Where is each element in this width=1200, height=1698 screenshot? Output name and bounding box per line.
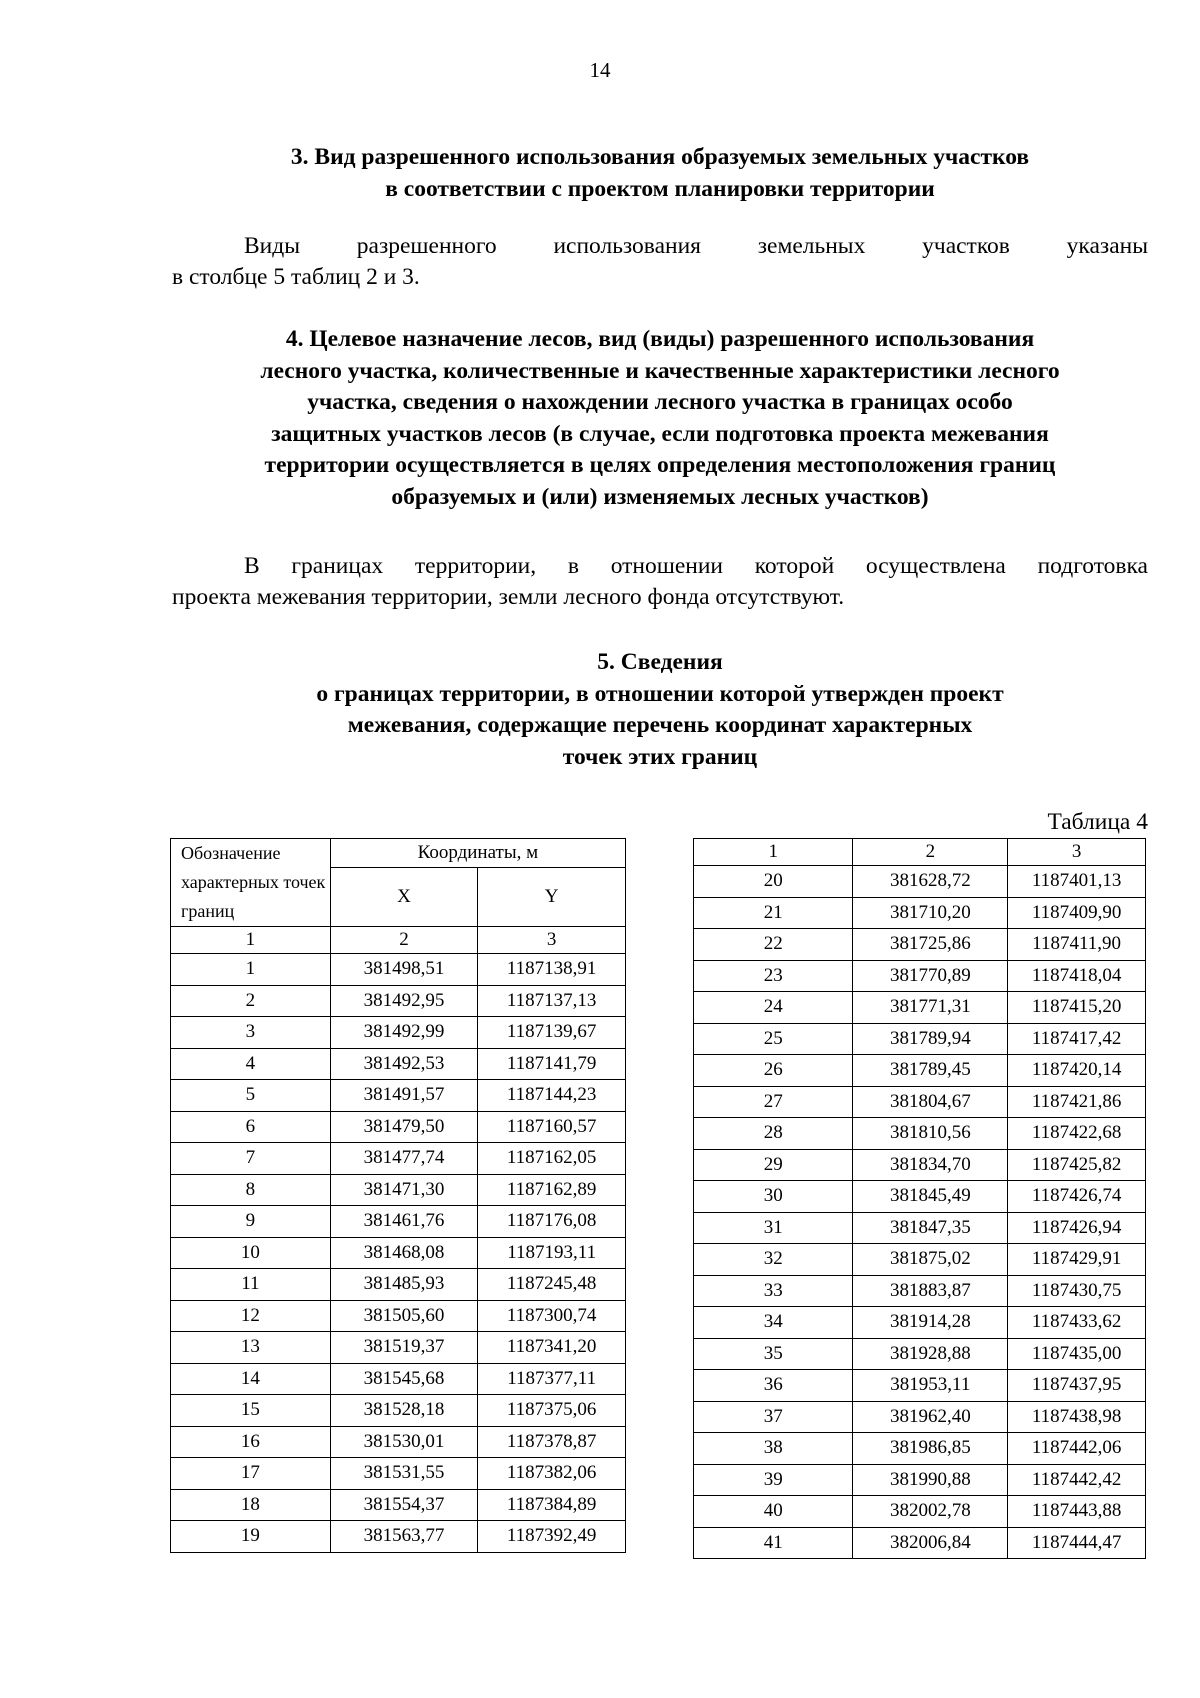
table-row: [694, 1275, 1146, 1307]
point-number-cell: 39: [694, 1464, 853, 1496]
x-coordinate-cell: 381789,45: [853, 1055, 1008, 1087]
y-coordinate-cell: 1187176,08: [478, 1206, 626, 1238]
point-number-cell: 19: [171, 1521, 331, 1553]
header-col-number: 2: [330, 927, 478, 954]
point-number-cell: 36: [694, 1370, 853, 1402]
x-coordinate-cell: 381468,08: [330, 1237, 478, 1269]
x-coordinate-cell: 381471,30: [330, 1174, 478, 1206]
coordinates-table-left: [170, 838, 626, 1553]
table-row: [171, 1206, 626, 1238]
table-row: [694, 929, 1146, 961]
point-number-cell: 14: [171, 1363, 331, 1395]
x-coordinate-cell: 381847,35: [853, 1212, 1008, 1244]
y-coordinate-cell: 1187430,75: [1008, 1275, 1146, 1307]
y-coordinate-cell: 1187438,98: [1008, 1401, 1146, 1433]
y-coordinate-cell: 1187138,91: [478, 954, 626, 986]
x-coordinate-cell: 381479,50: [330, 1111, 478, 1143]
section5-heading-line: о границах территории, в отношении которой утвержден проект: [316, 680, 1004, 707]
section5-heading: [170, 647, 1150, 773]
section4-heading-line: территории осуществляется в целях определения местоположения границ: [264, 452, 1056, 478]
table-row: [171, 985, 626, 1017]
table-row: [694, 960, 1146, 992]
x-coordinate-cell: 381725,86: [853, 929, 1008, 961]
x-coordinate-cell: 381492,53: [330, 1048, 478, 1080]
y-coordinate-cell: 1187409,90: [1008, 897, 1146, 929]
x-coordinate-cell: 381845,49: [853, 1181, 1008, 1213]
x-coordinate-cell: 381492,99: [330, 1017, 478, 1049]
y-coordinate-cell: 1187433,62: [1008, 1307, 1146, 1339]
point-number-cell: 28: [694, 1118, 853, 1150]
y-coordinate-cell: 1187435,00: [1008, 1338, 1146, 1370]
header-col-number: 3: [478, 927, 626, 954]
y-coordinate-cell: 1187162,89: [478, 1174, 626, 1206]
point-number-cell: 30: [694, 1181, 853, 1213]
x-coordinate-cell: 381485,93: [330, 1269, 478, 1301]
section4-heading-line: образуемых и (или) изменяемых лесных участков): [391, 483, 929, 510]
section4-heading-line: 4. Целевое назначение лесов, вид (виды) разрешенного использования: [285, 326, 1035, 352]
table-row: [171, 1269, 626, 1301]
table-row: [694, 1433, 1146, 1465]
table-row: [171, 1489, 626, 1521]
y-coordinate-cell: 1187300,74: [478, 1300, 626, 1332]
point-number-cell: 6: [171, 1111, 331, 1143]
table-row: [171, 1080, 626, 1112]
table-row: [171, 1395, 626, 1427]
point-number-cell: 15: [171, 1395, 331, 1427]
x-coordinate-cell: 381834,70: [853, 1149, 1008, 1181]
y-coordinate-cell: 1187245,48: [478, 1269, 626, 1301]
point-number-cell: 2: [171, 985, 331, 1017]
point-number-cell: 16: [171, 1426, 331, 1458]
point-number-cell: 1: [171, 954, 331, 986]
y-coordinate-cell: 1187425,82: [1008, 1149, 1146, 1181]
y-coordinate-cell: 1187426,94: [1008, 1212, 1146, 1244]
y-coordinate-cell: 1187384,89: [478, 1489, 626, 1521]
point-number-cell: 29: [694, 1149, 853, 1181]
x-coordinate-cell: 381492,95: [330, 985, 478, 1017]
section4-heading-line: участка, сведения о нахождении лесного участка в границах особо: [307, 389, 1013, 415]
header-col-number: 3: [1008, 839, 1146, 866]
page-number: 14: [589, 58, 611, 82]
table-row: [694, 1496, 1146, 1528]
table-row: [171, 1017, 626, 1049]
point-number-cell: 12: [171, 1300, 331, 1332]
point-number-cell: 22: [694, 929, 853, 961]
section5-heading-line: 5. Сведения: [597, 649, 723, 675]
header-col-number: 1: [694, 839, 853, 866]
x-coordinate-cell: 381531,55: [330, 1458, 478, 1490]
x-coordinate-cell: 381810,56: [853, 1118, 1008, 1150]
y-coordinate-cell: 1187375,06: [478, 1395, 626, 1427]
y-coordinate-cell: 1187418,04: [1008, 960, 1146, 992]
y-coordinate-cell: 1187422,68: [1008, 1118, 1146, 1150]
point-number-cell: 33: [694, 1275, 853, 1307]
table-row: [694, 1464, 1146, 1496]
y-coordinate-cell: 1187162,05: [478, 1143, 626, 1175]
coordinates-table-right: [693, 838, 1146, 1559]
section4-heading-line: лесного участка, количественные и качественные характеристики лесного: [260, 357, 1060, 384]
point-number-cell: 8: [171, 1174, 331, 1206]
point-number-cell: 41: [694, 1527, 853, 1559]
point-number-cell: 11: [171, 1269, 331, 1301]
x-coordinate-cell: 381528,18: [330, 1395, 478, 1427]
point-number-cell: 40: [694, 1496, 853, 1528]
section4-paragraph-line: проекта межевания территории, земли лесного фонда отсутствуют.: [172, 584, 845, 610]
header-coords-label: Координаты, м: [330, 839, 625, 868]
section4-heading-line: защитных участков лесов (в случае, если подготовка проекта межевания: [271, 420, 1049, 447]
header-x: X: [330, 867, 478, 926]
point-number-cell: 34: [694, 1307, 853, 1339]
section4-heading: [170, 324, 1150, 513]
y-coordinate-cell: 1187392,49: [478, 1521, 626, 1553]
table-row: [694, 1149, 1146, 1181]
x-coordinate-cell: 381710,20: [853, 897, 1008, 929]
x-coordinate-cell: 381461,76: [330, 1206, 478, 1238]
table-row: [171, 1174, 626, 1206]
point-number-cell: 20: [694, 866, 853, 898]
point-number-cell: 3: [171, 1017, 331, 1049]
point-number-cell: 26: [694, 1055, 853, 1087]
x-coordinate-cell: 381770,89: [853, 960, 1008, 992]
y-coordinate-cell: 1187444,47: [1008, 1527, 1146, 1559]
section3-paragraph-line: в столбце 5 таблиц 2 и 3.: [172, 264, 420, 290]
x-coordinate-cell: 381628,72: [853, 866, 1008, 898]
y-coordinate-cell: 1187442,06: [1008, 1433, 1146, 1465]
y-coordinate-cell: 1187193,11: [478, 1237, 626, 1269]
y-coordinate-cell: 1187139,67: [478, 1017, 626, 1049]
y-coordinate-cell: 1187382,06: [478, 1458, 626, 1490]
point-number-cell: 27: [694, 1086, 853, 1118]
section3-heading: [170, 142, 1150, 205]
table-row: [171, 1048, 626, 1080]
point-number-cell: 21: [694, 897, 853, 929]
section3-heading-line: 3. Вид разрешенного использования образуемых земельных участков: [290, 144, 1030, 170]
x-coordinate-cell: 381530,01: [330, 1426, 478, 1458]
table-row: [171, 1426, 626, 1458]
table-row: [694, 897, 1146, 929]
y-coordinate-cell: 1187137,13: [478, 985, 626, 1017]
table-row: [694, 1244, 1146, 1276]
section3-paragraph: [172, 231, 1148, 293]
x-coordinate-cell: 381953,11: [853, 1370, 1008, 1402]
table-row: [171, 1111, 626, 1143]
right-table-body: [694, 866, 1146, 1559]
x-coordinate-cell: 381789,94: [853, 1023, 1008, 1055]
y-coordinate-cell: 1187442,42: [1008, 1464, 1146, 1496]
table-row: [694, 1527, 1146, 1559]
point-number-cell: 37: [694, 1401, 853, 1433]
point-number-cell: 25: [694, 1023, 853, 1055]
table-row: [694, 1086, 1146, 1118]
table-row: [694, 1055, 1146, 1087]
x-coordinate-cell: 381554,37: [330, 1489, 478, 1521]
y-coordinate-cell: 1187144,23: [478, 1080, 626, 1112]
point-number-cell: 31: [694, 1212, 853, 1244]
table-row: [694, 866, 1146, 898]
point-number-cell: 10: [171, 1237, 331, 1269]
y-coordinate-cell: 1187426,74: [1008, 1181, 1146, 1213]
section4-paragraph: [172, 551, 1148, 613]
table-row: [171, 1143, 626, 1175]
table-row: [694, 1338, 1146, 1370]
x-coordinate-cell: 381883,87: [853, 1275, 1008, 1307]
x-coordinate-cell: 381986,85: [853, 1433, 1008, 1465]
point-number-cell: 32: [694, 1244, 853, 1276]
y-coordinate-cell: 1187437,95: [1008, 1370, 1146, 1402]
table-row: [171, 1521, 626, 1553]
x-coordinate-cell: 381771,31: [853, 992, 1008, 1024]
y-coordinate-cell: 1187401,13: [1008, 866, 1146, 898]
x-coordinate-cell: 381563,77: [330, 1521, 478, 1553]
x-coordinate-cell: 381928,88: [853, 1338, 1008, 1370]
table-row: [694, 1181, 1146, 1213]
x-coordinate-cell: 381519,37: [330, 1332, 478, 1364]
x-coordinate-cell: 381914,28: [853, 1307, 1008, 1339]
table-row: [694, 1401, 1146, 1433]
table-row: [171, 1237, 626, 1269]
section4-paragraph-line: В границах территории, в отношении которой осуществлена подготовка: [244, 553, 1148, 579]
y-coordinate-cell: 1187378,87: [478, 1426, 626, 1458]
table-row: [171, 1300, 626, 1332]
point-number-cell: 35: [694, 1338, 853, 1370]
point-number-cell: 9: [171, 1206, 331, 1238]
table-row: [694, 1023, 1146, 1055]
x-coordinate-cell: 381477,74: [330, 1143, 478, 1175]
header-point-label: Обозначение характерных точек границ: [171, 839, 331, 927]
table-row: [694, 1307, 1146, 1339]
point-number-cell: 13: [171, 1332, 331, 1364]
section5-heading-line: межевания, содержащие перечень координат характерных: [347, 712, 973, 738]
table-row: [694, 992, 1146, 1024]
y-coordinate-cell: 1187420,14: [1008, 1055, 1146, 1087]
table-row: [694, 1118, 1146, 1150]
table-caption: Таблица 4: [1047, 809, 1148, 835]
y-coordinate-cell: 1187417,42: [1008, 1023, 1146, 1055]
x-coordinate-cell: 381498,51: [330, 954, 478, 986]
point-number-cell: 4: [171, 1048, 331, 1080]
header-col-number: 1: [171, 927, 331, 954]
y-coordinate-cell: 1187415,20: [1008, 992, 1146, 1024]
section5-heading-line: точек этих границ: [562, 743, 758, 770]
x-coordinate-cell: 382002,78: [853, 1496, 1008, 1528]
point-number-cell: 17: [171, 1458, 331, 1490]
x-coordinate-cell: 381491,57: [330, 1080, 478, 1112]
point-number-cell: 5: [171, 1080, 331, 1112]
x-coordinate-cell: 381545,68: [330, 1363, 478, 1395]
x-coordinate-cell: 381804,67: [853, 1086, 1008, 1118]
table-row: [171, 1332, 626, 1364]
y-coordinate-cell: 1187377,11: [478, 1363, 626, 1395]
point-number-cell: 24: [694, 992, 853, 1024]
y-coordinate-cell: 1187429,91: [1008, 1244, 1146, 1276]
x-coordinate-cell: 381990,88: [853, 1464, 1008, 1496]
x-coordinate-cell: 381505,60: [330, 1300, 478, 1332]
section3-paragraph-line: Виды разрешенного использования земельных участков указаны: [244, 233, 1148, 259]
table-row: [694, 1212, 1146, 1244]
left-table-body: [171, 954, 626, 1553]
y-coordinate-cell: 1187411,90: [1008, 929, 1146, 961]
header-y: Y: [478, 867, 626, 926]
x-coordinate-cell: 381962,40: [853, 1401, 1008, 1433]
x-coordinate-cell: 382006,84: [853, 1527, 1008, 1559]
point-number-cell: 38: [694, 1433, 853, 1465]
y-coordinate-cell: 1187341,20: [478, 1332, 626, 1364]
header-col-number: 2: [853, 839, 1008, 866]
point-number-cell: 18: [171, 1489, 331, 1521]
section3-heading-line: в соответствии с проектом планировки территории: [385, 175, 935, 202]
table-row: [171, 1458, 626, 1490]
point-number-cell: 23: [694, 960, 853, 992]
y-coordinate-cell: 1187421,86: [1008, 1086, 1146, 1118]
y-coordinate-cell: 1187141,79: [478, 1048, 626, 1080]
y-coordinate-cell: 1187443,88: [1008, 1496, 1146, 1528]
table-row: [694, 1370, 1146, 1402]
y-coordinate-cell: 1187160,57: [478, 1111, 626, 1143]
table-row: [171, 1363, 626, 1395]
point-number-cell: 7: [171, 1143, 331, 1175]
x-coordinate-cell: 381875,02: [853, 1244, 1008, 1276]
table-row: [171, 954, 626, 986]
